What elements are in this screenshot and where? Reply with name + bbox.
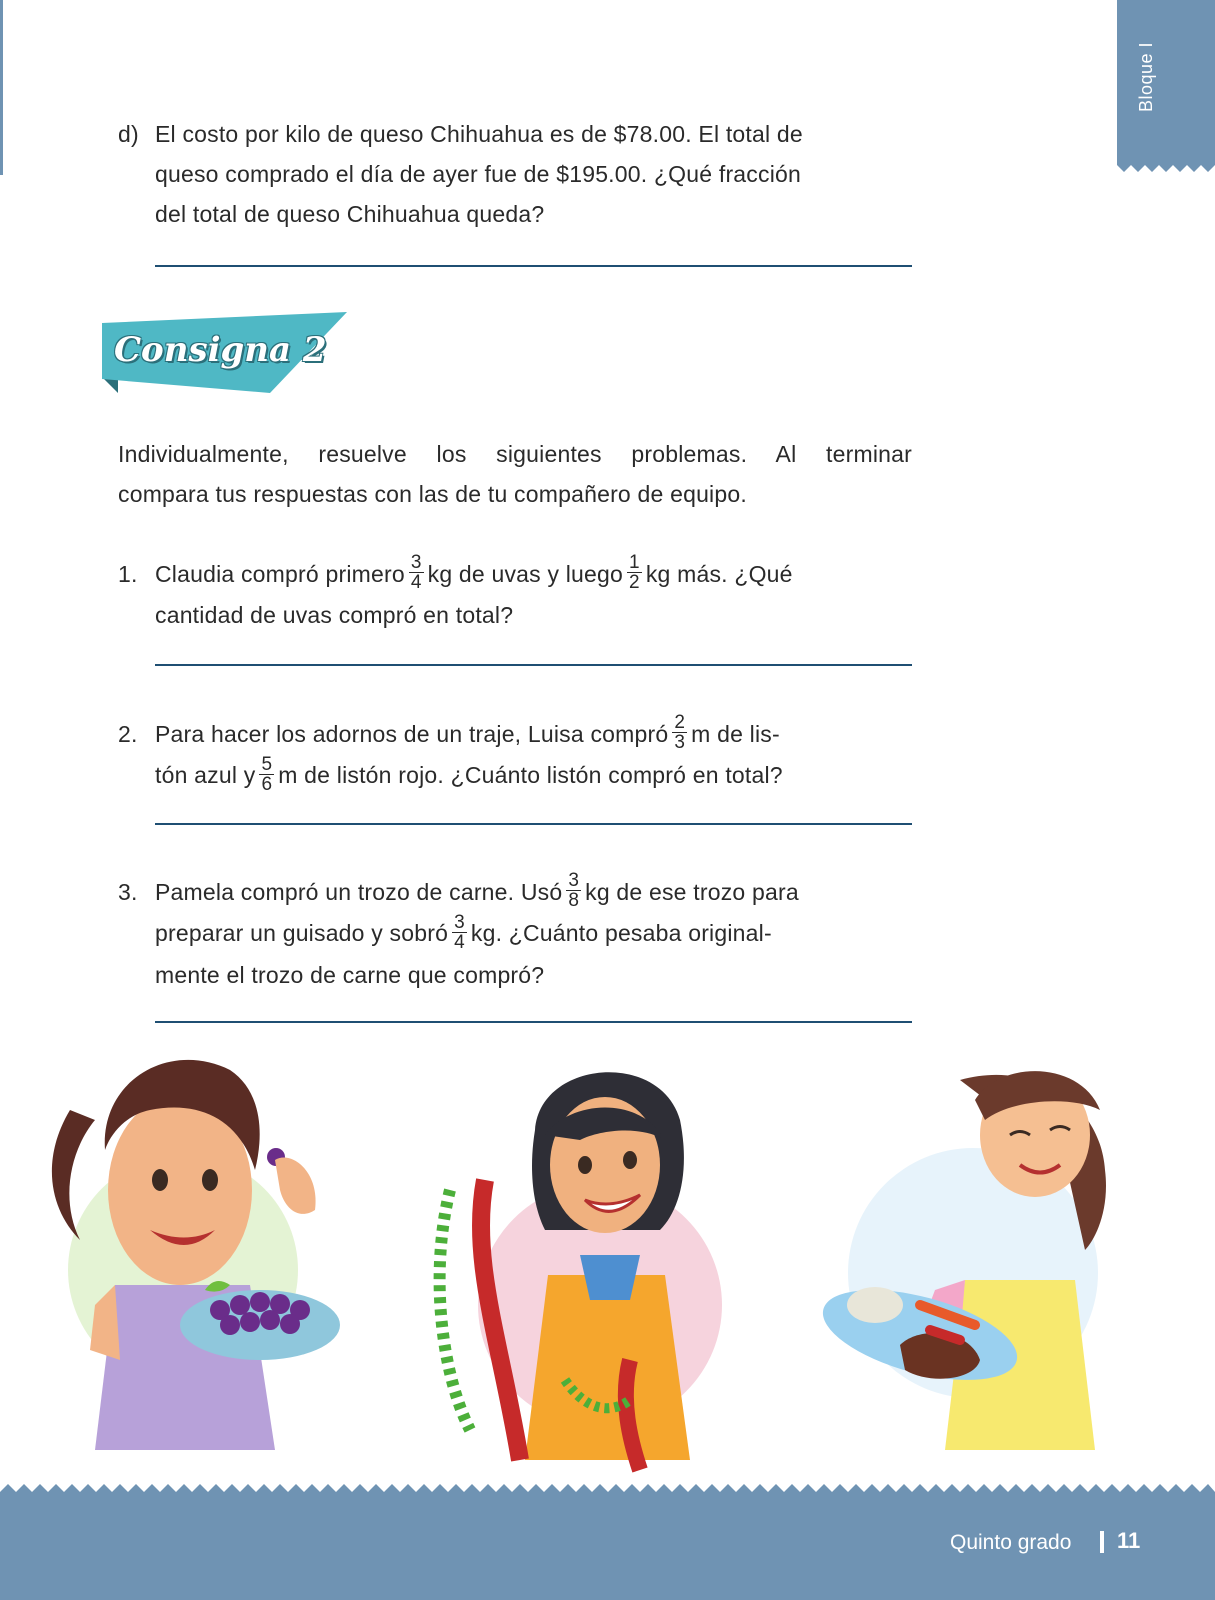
problem-1-line-2: cantidad de uvas compró en total? — [155, 602, 514, 629]
problem-3-line-2 — [155, 913, 912, 954]
girl-with-ribbons-illustration — [440, 1072, 722, 1470]
fraction-3-8 — [566, 871, 581, 910]
fraction-3-4 — [409, 553, 424, 592]
fraction-denominator: 3 — [674, 732, 686, 754]
fraction-3-4-second — [452, 913, 467, 952]
problem-3-text-b: kg de ese trozo para — [585, 879, 799, 905]
fraction-denominator: 6 — [261, 773, 273, 795]
problem-3-text-d: kg. ¿Cuánto pesaba original- — [470, 920, 772, 947]
fraction-numerator: 3 — [454, 911, 465, 933]
problem-3-line-3: mente el trozo de carne que compró? — [155, 961, 545, 988]
problem-3-line-1 — [155, 872, 912, 913]
intro-line-2: compara tus respuestas con las de tu compañero de equipo. — [118, 481, 747, 507]
answer-line-d[interactable] — [155, 265, 912, 267]
fraction-numerator: 3 — [410, 552, 422, 574]
problem-2-line-2 — [155, 755, 912, 796]
illustrations-row — [0, 1040, 1215, 1490]
fraction-1-2 — [627, 553, 642, 592]
problem-2-number: 2. — [118, 721, 138, 747]
answer-line-1[interactable] — [155, 664, 912, 666]
consigna-title: Consigna 2 — [114, 330, 327, 370]
fraction-numerator: 2 — [674, 712, 686, 734]
fraction-2-3 — [672, 713, 687, 752]
question-d-line-2: queso comprado el día de ayer fue de $195.00. ¿Qué fracción — [155, 161, 801, 187]
problem-1-text-a: Claudia compró primero — [155, 561, 405, 587]
problem-1-line-1 — [155, 554, 912, 595]
girl-with-meat-plate-illustration — [814, 1071, 1106, 1450]
problem-1-number: 1. — [118, 561, 138, 587]
problem-1-text-b: kg de uvas y luego — [427, 561, 624, 587]
question-d-line-1: El costo por kilo de queso Chihuahua es de $78.00. El total de — [155, 121, 803, 147]
footer-separator — [1100, 1531, 1104, 1553]
fraction-numerator: 5 — [261, 753, 273, 775]
problem-1-text-c: kg más. ¿Qué — [645, 561, 793, 587]
problem-2-line-1 — [155, 714, 912, 755]
problem-3-text-c: preparar un guisado y sobró — [155, 920, 449, 947]
problem-3-text-a: Pamela compró un trozo de carne. Usó — [155, 879, 563, 905]
intro-line-1: Individualmente, resuelve los siguientes problemas. Al terminar — [118, 441, 912, 467]
footer-grade: Quinto grado — [950, 1531, 1072, 1554]
question-d — [118, 114, 912, 234]
fraction-numerator: 1 — [629, 552, 640, 574]
fraction-denominator: 8 — [568, 890, 580, 912]
girl-eating-grapes-illustration — [52, 1060, 340, 1450]
fraction-denominator: 4 — [454, 931, 465, 953]
answer-line-2[interactable] — [155, 823, 912, 825]
intro-paragraph — [118, 434, 912, 514]
question-d-line-3: del total de queso Chihuahua queda? — [155, 201, 545, 227]
problem-1 — [118, 554, 912, 635]
fraction-denominator: 2 — [629, 572, 640, 594]
bloque-label: Bloque I — [1136, 41, 1156, 112]
problem-3-number: 3. — [118, 879, 138, 905]
problem-2-text-b: m de lis- — [691, 721, 780, 747]
fraction-denominator: 4 — [410, 572, 422, 594]
problem-2-text-d: m de listón rojo. ¿Cuánto listón compró en total? — [278, 762, 783, 789]
question-d-marker: d) — [118, 121, 139, 147]
bloque-tab — [1117, 0, 1215, 180]
answer-line-3[interactable] — [155, 1021, 912, 1023]
left-edge-bar — [0, 0, 3, 175]
fraction-numerator: 3 — [568, 870, 580, 892]
problem-2-text-c: tón azul y — [155, 762, 256, 789]
problem-2-text-a: Para hacer los adornos de un traje, Luisa compró — [155, 721, 669, 747]
fraction-5-6 — [259, 755, 274, 794]
problem-2 — [118, 714, 912, 797]
problem-3 — [118, 872, 912, 995]
page-number: 11 — [1117, 1528, 1141, 1553]
